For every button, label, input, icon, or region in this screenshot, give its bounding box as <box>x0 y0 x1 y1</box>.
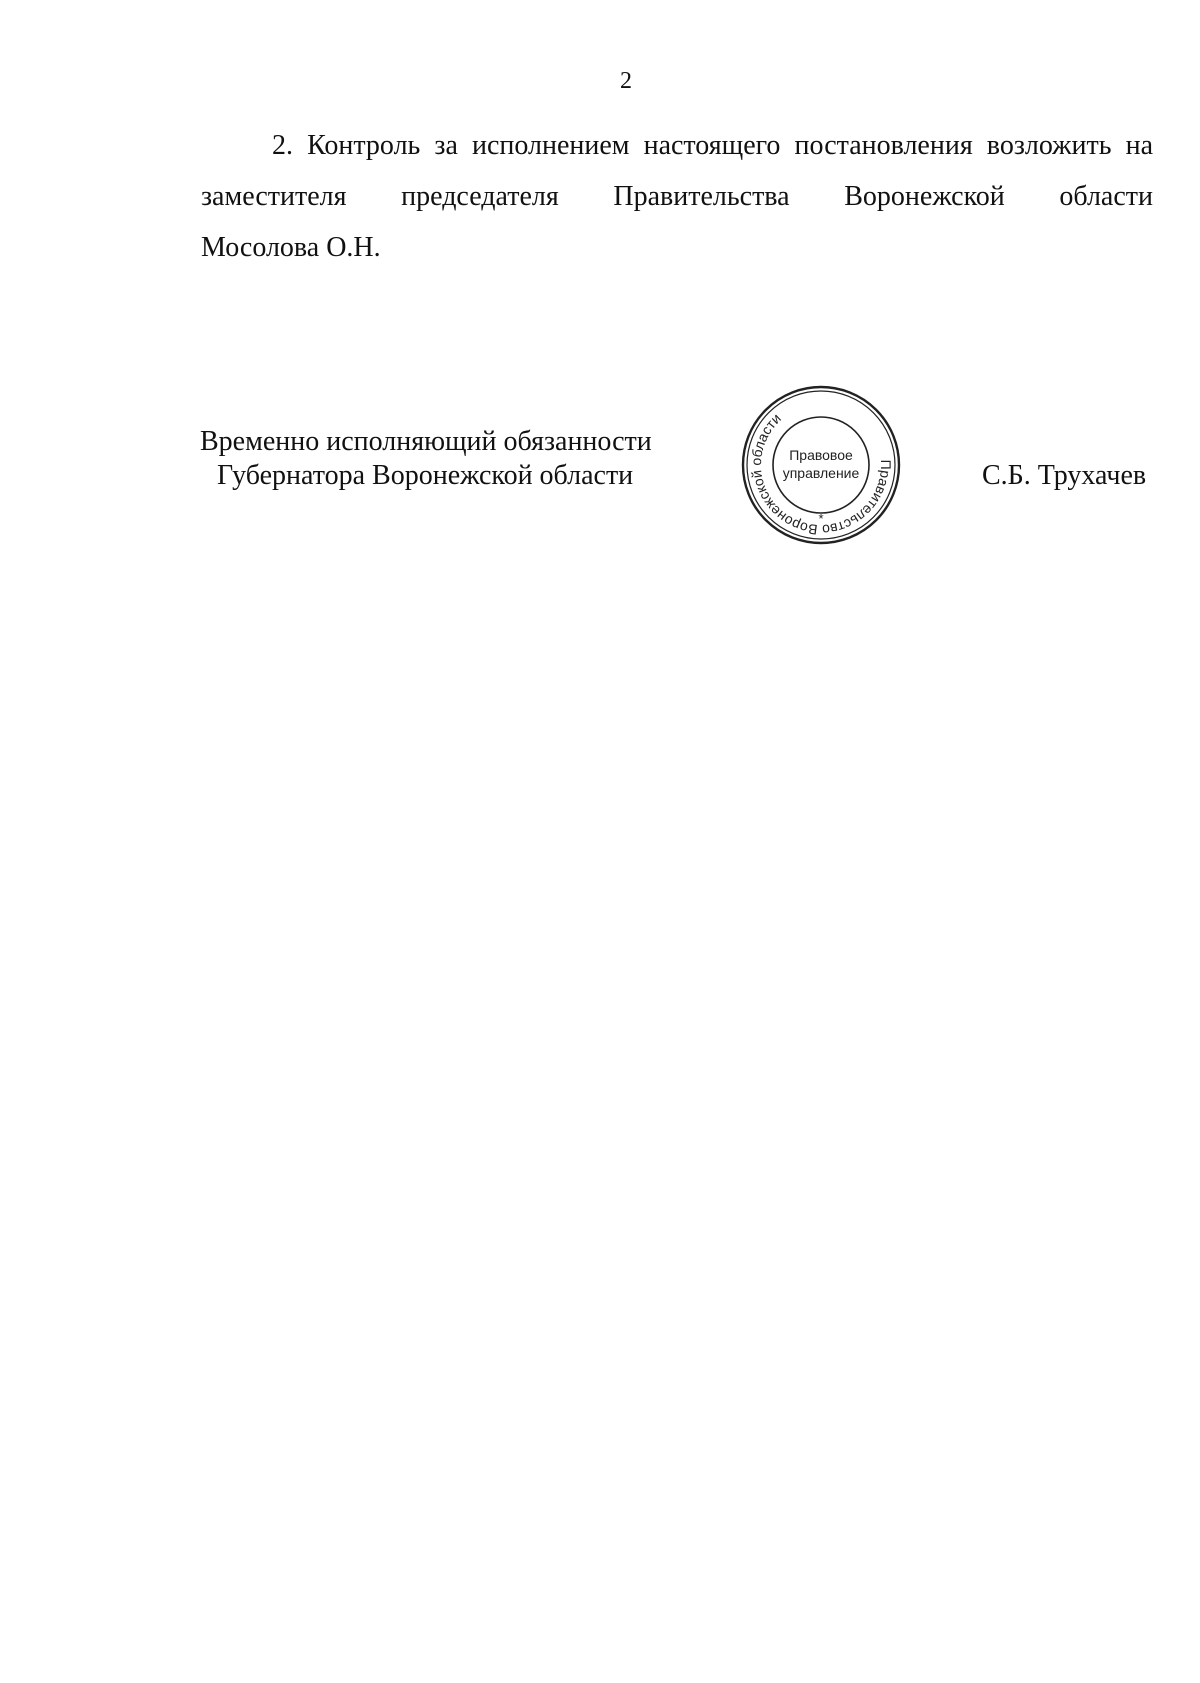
signatory-title-line-2: Губернатора Воронежской области <box>217 460 634 491</box>
paragraph-line-3: Мосолова О.Н. <box>201 232 381 263</box>
control-paragraph <box>201 120 1153 273</box>
signatory-title-line-1: Временно исполняющий обязанности <box>200 426 652 457</box>
official-stamp <box>736 380 906 550</box>
stamp-center-line-2: управление <box>782 465 860 481</box>
stamp-star: * <box>818 511 824 526</box>
page-number: 2 <box>620 68 632 94</box>
paragraph-line-2: заместителя председателя Правительства Воронежской области <box>201 181 1153 212</box>
signatory-name: С.Б. Трухачев <box>982 460 1147 491</box>
paragraph-line-1: 2. Контроль за исполнением настоящего постановления возложить на <box>272 130 1153 161</box>
stamp-ring-textpath: Правительство Воронежской области <box>747 410 895 539</box>
stamp-center-line-1: Правовое <box>789 447 853 463</box>
stamp-seal-icon <box>736 380 906 550</box>
signatory-title <box>200 425 680 493</box>
